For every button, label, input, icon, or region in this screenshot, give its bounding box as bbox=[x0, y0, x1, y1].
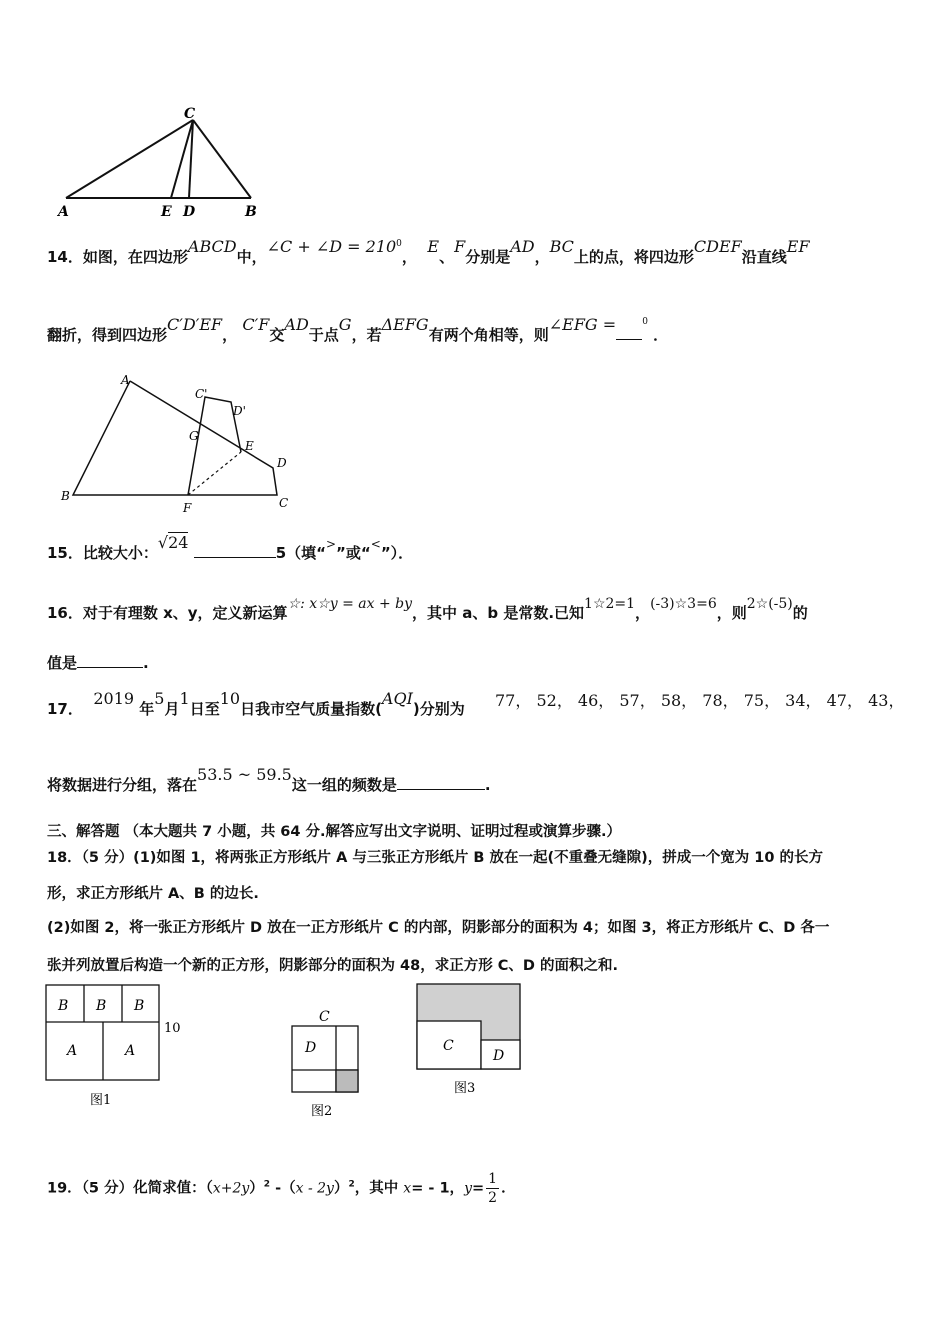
caption-figure-2: 图2 bbox=[311, 1104, 333, 1119]
question-14-line-1: 14．如图，在四边形ABCD中，∠C + ∠D = $210^0$， E、F分别是AD，BC上的点，将四边形CDEF沿直线EF bbox=[47, 237, 810, 266]
label-d: D bbox=[305, 1040, 317, 1056]
question-18-line-4: 张并列放置后构造一个新的正方形，阴影部分的面积为 48，求正方形 C、D 的面积之和. bbox=[47, 958, 619, 974]
label-e: E bbox=[161, 204, 172, 220]
label-a-1: A bbox=[67, 1043, 78, 1059]
question-17-line-1: 17． 2019 年5月1日至10日我市空气质量指数(AQI)分别为 bbox=[47, 689, 465, 718]
shaded-region bbox=[336, 1070, 358, 1092]
section-3-header: 三、解答题 （本大题共 7 小题，共 64 分.解答应写出文字说明、证明过程或演算步骤.） bbox=[47, 824, 622, 840]
label-d-prime: D' bbox=[233, 404, 246, 418]
answer-blank-q17[interactable] bbox=[397, 789, 485, 790]
answer-blank-q14[interactable] bbox=[616, 339, 642, 340]
label-c: C bbox=[184, 106, 196, 122]
caption-figure-1: 图1 bbox=[90, 1093, 112, 1108]
question-19: 19．（5 分）化简求值：$(x+2y)^2$ -（x - 2y）$^2$，其中 x= - 1，y= $\frac{1}{2}$ ． bbox=[47, 1171, 516, 1206]
question-17-line-2: 将数据进行分组，落在53.5 ~ 59.5这一组的频数是 . bbox=[47, 765, 491, 794]
sqrt-expression: √24 bbox=[157, 533, 189, 552]
figure-3 bbox=[410, 978, 530, 1118]
label-d: D bbox=[493, 1048, 505, 1064]
figure-2 bbox=[285, 1005, 370, 1120]
aqi-values: 77， 52， 46， 57， 58， 78， 75， 34， 47， 43， bbox=[495, 691, 905, 710]
answer-blank-q16[interactable] bbox=[77, 667, 143, 668]
label-e: E bbox=[245, 439, 254, 453]
triangle-figure-q13 bbox=[50, 100, 280, 225]
label-a: A bbox=[121, 373, 130, 387]
label-b: B bbox=[61, 489, 70, 503]
label-c: C bbox=[319, 1009, 330, 1025]
label-width-10: 10 bbox=[164, 1021, 181, 1036]
label-b-2: B bbox=[96, 998, 107, 1014]
label-g: G bbox=[189, 429, 199, 443]
label-b: B bbox=[245, 204, 257, 220]
label-b-1: B bbox=[58, 998, 69, 1014]
label-c-prime: C' bbox=[195, 387, 208, 401]
label-c: C bbox=[279, 496, 289, 510]
question-18-line-3: (2)如图 2，将一张正方形纸片 D 放在一正方形纸片 C 的内部，阴影部分的面积为 4；如图 3，将正方形纸片 C、D 各一 bbox=[47, 920, 830, 936]
question-15: 15．比较大小：√24 5（填“>”或“<”）． bbox=[47, 533, 414, 562]
fraction-one-half: $\frac{1}{2}$ bbox=[488, 1171, 498, 1206]
figure-1 bbox=[40, 980, 200, 1115]
question-18-line-1: 18．（5 分）(1)如图 1，将两张正方形纸片 A 与三张正方形纸片 B 放在一起(不重叠无缝隙)，拼成一个宽为 10 的长方 bbox=[47, 850, 824, 866]
label-d: D bbox=[277, 456, 287, 470]
label-b-3: B bbox=[134, 998, 145, 1014]
caption-figure-3: 图3 bbox=[454, 1081, 476, 1096]
question-16-line-2: 值是 . bbox=[47, 654, 149, 672]
answer-blank-q15[interactable] bbox=[194, 557, 276, 558]
label-f: F bbox=[183, 501, 192, 515]
label-a: A bbox=[58, 204, 69, 220]
label-a-2: A bbox=[125, 1043, 136, 1059]
label-c: C bbox=[443, 1038, 454, 1054]
question-14-line-2: 翻折，得到四边形C′D′EF， C′F交AD于点G，若ΔEFG有两个角相等，则∠EFG = $^0$ ． bbox=[47, 315, 669, 344]
label-d: D bbox=[183, 204, 196, 220]
question-18-line-2: 形，求正方形纸片 A、B 的边长. bbox=[47, 886, 259, 902]
question-16-line-1: 16．对于有理数 x、y，定义新运算☆: x☆y = ax + by，其中 a、b 是常数.已知1☆2=1，(-3)☆3=6，则2☆(-5)的 bbox=[47, 596, 808, 622]
fold-figure-q14 bbox=[55, 370, 305, 520]
